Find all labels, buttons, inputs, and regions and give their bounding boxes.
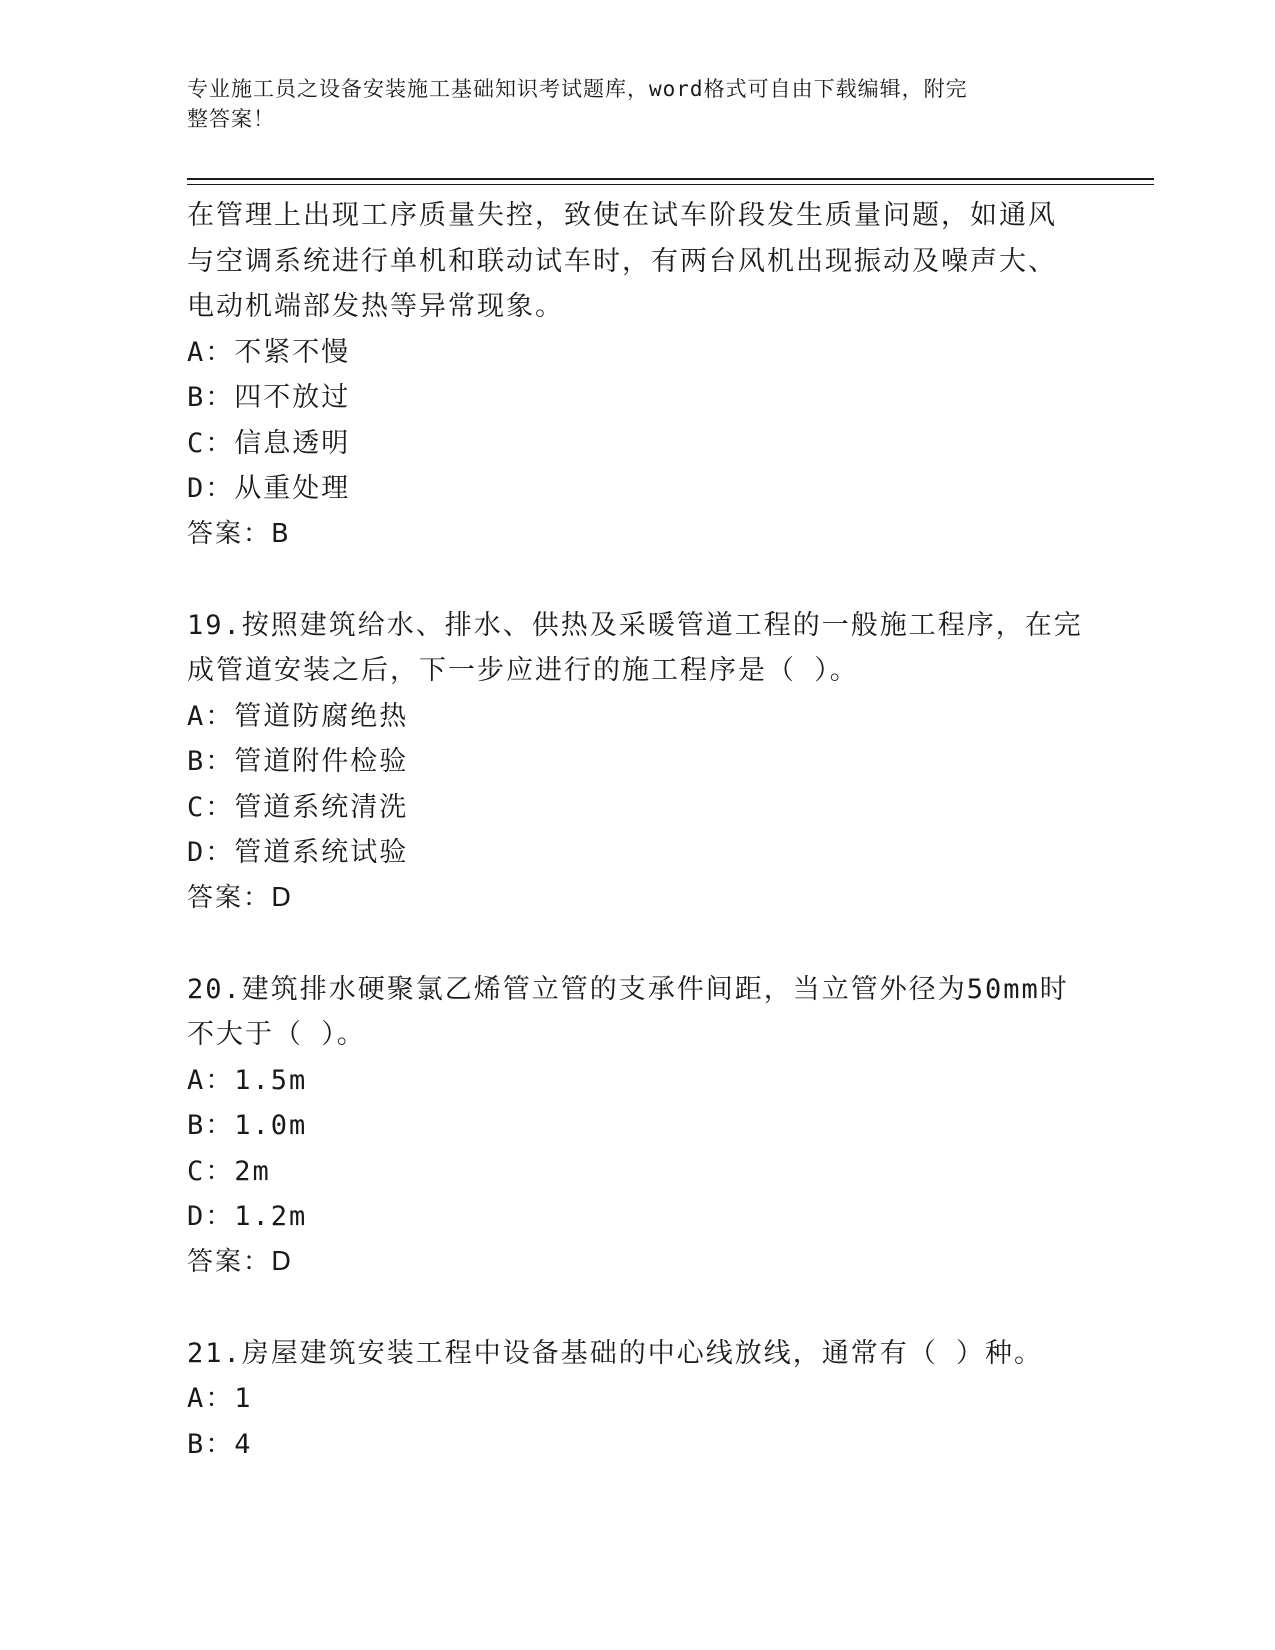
question-block-21	[187, 1331, 1087, 1468]
option-c: C：管道系统清洗	[187, 791, 409, 823]
option-c: C：2m	[187, 1155, 271, 1187]
option-d: D：管道系统试验	[187, 837, 409, 868]
answer-line: 答案：B	[187, 518, 291, 549]
question-block-19	[187, 603, 1087, 922]
question-block-18	[187, 193, 1087, 557]
document-header	[187, 74, 1067, 134]
question-stem-line: 20.建筑排水硬聚氯乙烯管立管的支承件间距，当立管外径为50mm时	[187, 973, 1069, 1005]
option-b: B：四不放过	[187, 382, 351, 413]
header-divider-thin	[187, 184, 1154, 185]
option-d: D：1.2m	[187, 1201, 308, 1232]
question-stem-line: 电动机端部发热等异常现象。	[187, 291, 564, 322]
answer-line: 答案：D	[187, 1246, 294, 1277]
answer-line: 答案：D	[187, 882, 294, 913]
question-stem-line: 不大于（ ）。	[187, 1019, 366, 1050]
option-c: C：信息透明	[187, 427, 351, 459]
option-b: B：4	[187, 1428, 253, 1460]
header-divider-thick	[187, 178, 1154, 180]
question-block-20	[187, 967, 1087, 1286]
spacer	[187, 1285, 1087, 1331]
header-line-2: 整答案！	[187, 107, 275, 131]
header-line-1: 专业施工员之设备安装施工基础知识考试题库，word格式可自由下载编辑，附完	[187, 77, 968, 101]
question-list	[187, 193, 1087, 1467]
spacer	[187, 921, 1087, 967]
option-a: A：管道防腐绝热	[187, 700, 409, 732]
option-b: B：1.0m	[187, 1110, 308, 1141]
spacer	[187, 557, 1087, 603]
question-stem-line: 19.按照建筑给水、排水、供热及采暖管道工程的一般施工程序，在完	[187, 609, 1083, 641]
option-d: D：从重处理	[187, 473, 351, 504]
option-a: A：不紧不慢	[187, 336, 351, 368]
question-stem-line: 成管道安装之后，下一步应进行的施工程序是（ ）。	[187, 655, 859, 686]
option-a: A：1	[187, 1383, 253, 1414]
option-a: A：1.5m	[187, 1064, 308, 1096]
question-stem-line: 与空调系统进行单机和联动试车时，有两台风机出现振动及噪声大、	[187, 245, 1057, 277]
question-stem-line: 在管理上出现工序质量失控，致使在试车阶段发生质量问题，如通风	[187, 200, 1057, 231]
question-stem-line: 21.房屋建筑安装工程中设备基础的中心线放线，通常有（ ）种。	[187, 1337, 1044, 1369]
option-b: B：管道附件检验	[187, 746, 409, 777]
